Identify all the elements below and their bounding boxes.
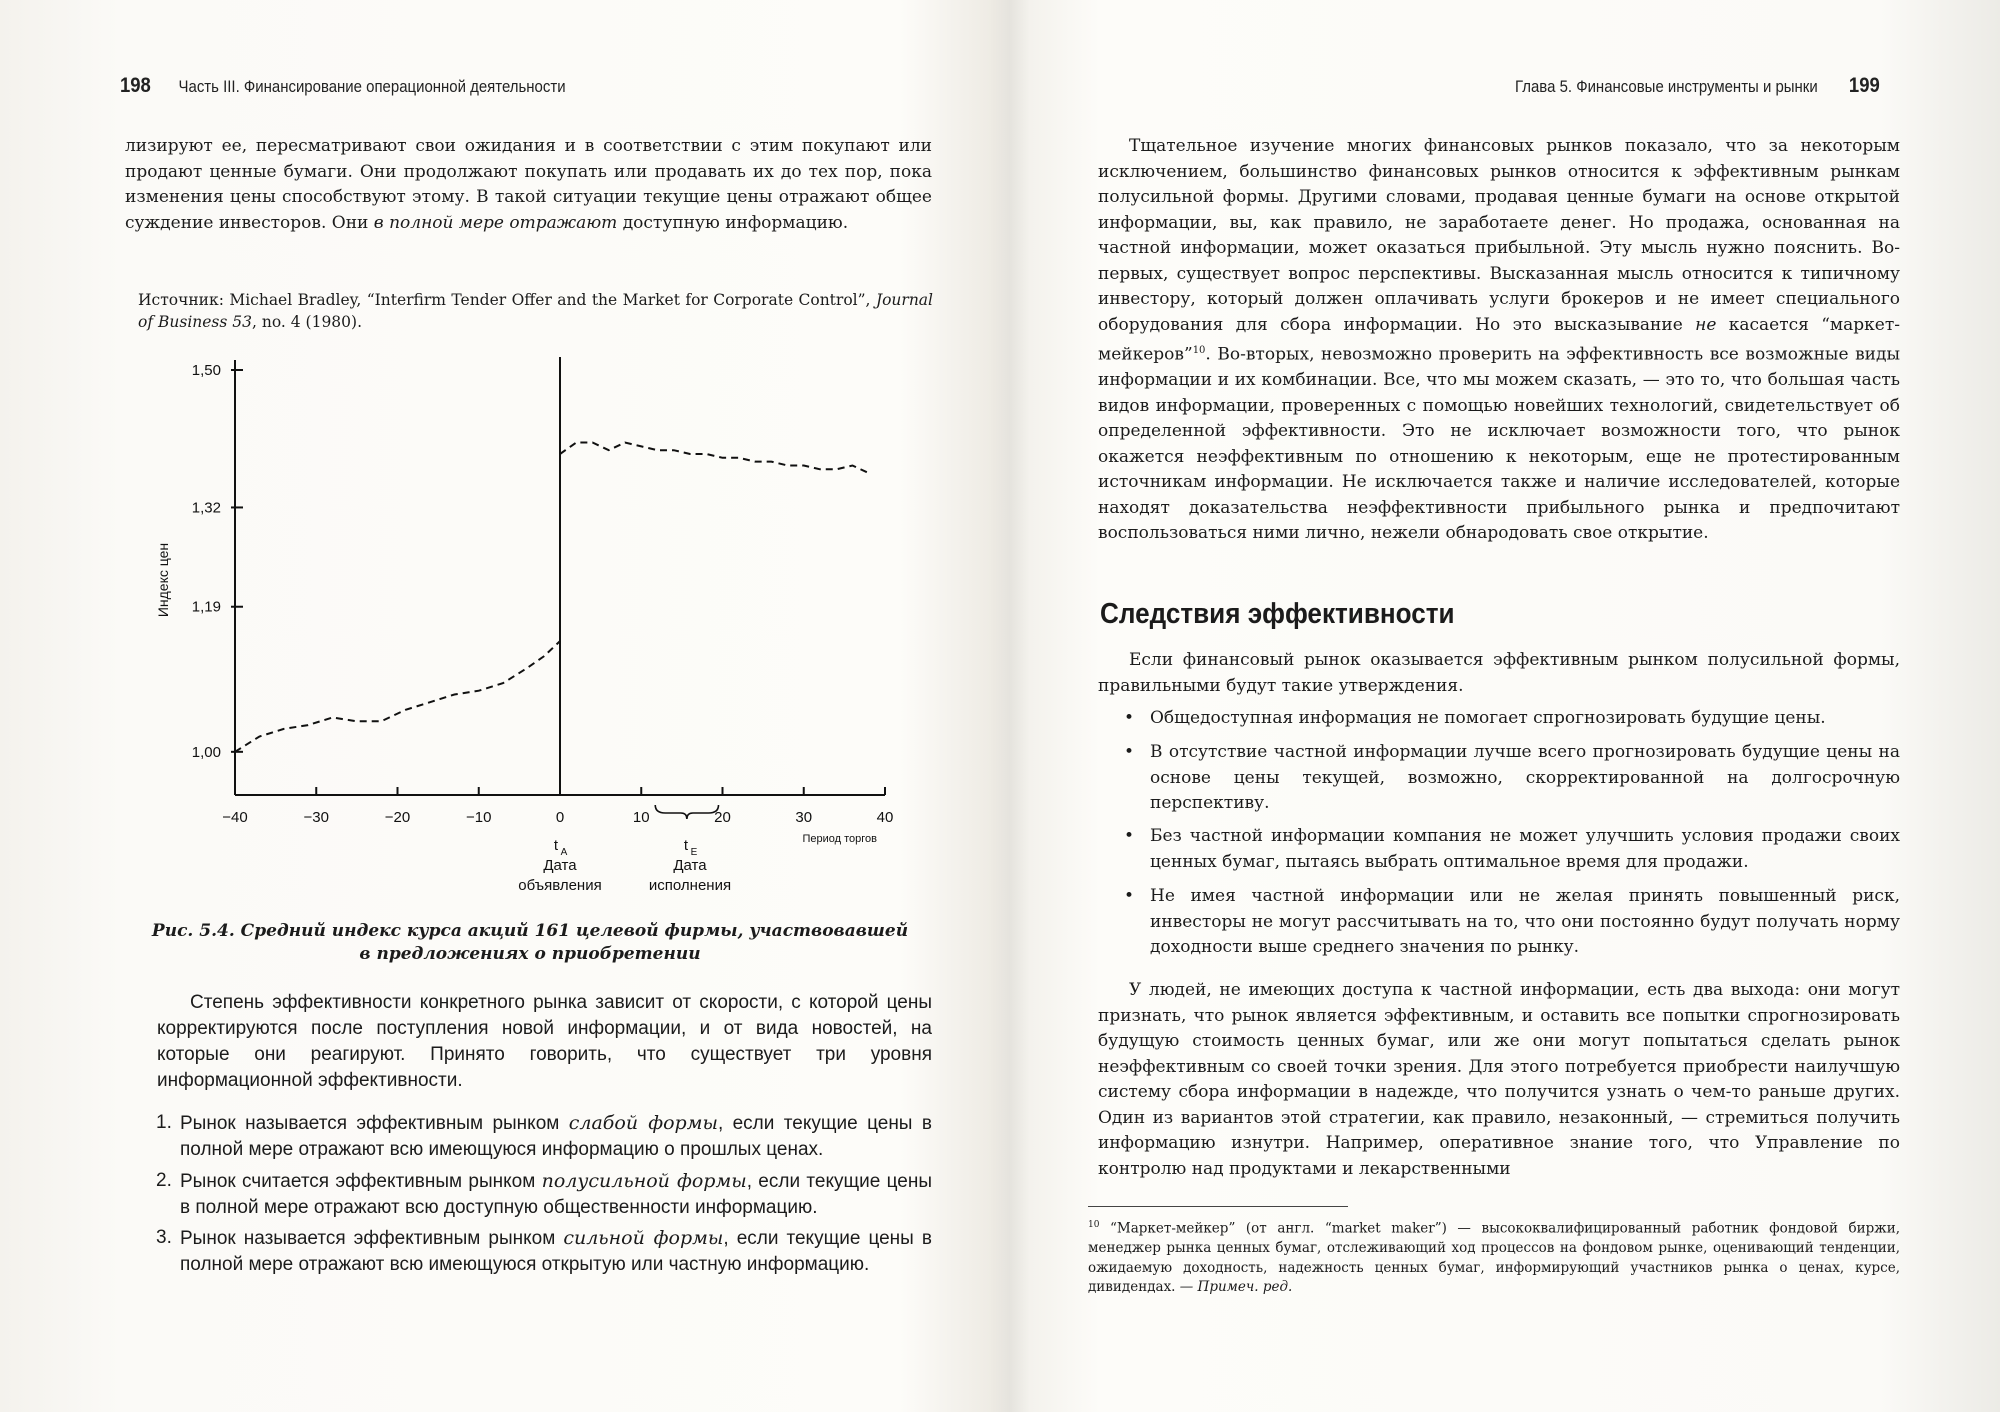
- price-index-chart: [150, 350, 910, 910]
- bullet-item: • В отсутствие частной информации лучше всего прогнозировать будущие цены на основе цены текущей, возможно, скорректированной на долгосрочную перспективу.: [1124, 742, 1900, 813]
- right-page-number: 199: [1848, 74, 1880, 97]
- efficiency-level-strong: 3. Рынок называется эффективным рынком сильной формы, если текущие цены в полной мере отражают всю имеющуюся открытую или частную информацию.: [156, 1227, 932, 1275]
- x-tick-label: 20: [714, 809, 731, 826]
- efficiency-levels-paragraph: Степень эффективности конкретного рынка зависит от скорости, с которой цены корректируются после поступления новой информации, и от вида новостей, на которые они реагируют. Принято говорить, что существует три уровня информационной эффективности.: [157, 992, 932, 1091]
- event-symbol: t: [553, 837, 559, 854]
- footnote-rule: [1088, 1206, 1348, 1207]
- right-page-header: [1515, 74, 1880, 98]
- left-running-title: Часть III. Финансирование операционной деятельности: [178, 77, 566, 96]
- x-axis-label: Период торгов: [802, 833, 877, 845]
- series-post-announcement: [560, 443, 869, 474]
- y-tick-label: 1,32: [191, 499, 221, 517]
- event-label-line1: Дата: [673, 857, 707, 874]
- intro-paragraph: лизируют ее, пересматривают свои ожидания и в соответствии с этим покупают или продают ценные бумаги. Они продолжают покупать или продавать их до тех пор, пока изменения цены способствуют этому. В такой ситуации текущие цены отражают общее суждение инвесторов. Они в полной мере отражают доступную информацию.: [125, 136, 932, 233]
- event-label-line2: объявления: [518, 877, 602, 894]
- y-tick-label: 1,00: [191, 743, 221, 761]
- footnote-ref: 10: [1192, 345, 1206, 356]
- bullet-item: • Общедоступная информация не помогает спрогнозировать будущие цены.: [1124, 708, 1826, 728]
- event-subscript: E: [690, 847, 698, 858]
- event-label-line1: Дата: [543, 857, 577, 874]
- x-tick-label: 0: [555, 809, 565, 826]
- bullet-item: • Не имея частной информации или не желая принять повышенный риск, инвесторы не могут рассчитывать на то, что они постоянно будут получать норму доходности выше среднего значения по рынку.: [1124, 886, 1900, 957]
- y-axis-label: Индекс цен: [155, 542, 171, 618]
- series-pre-announcement: [235, 641, 560, 752]
- x-tick-label: −30: [303, 809, 329, 826]
- private-info-paragraph: У людей, не имеющих доступа к частной информации, есть два выхода: они могут признать, что рынок является эффективным, и оставить все попытки спрогнозировать будущую стоимость ценных бумаг, или же они могут попытаться сделать рынок неэффективным со своей точки зрения. Для этого потребуется приобрести наилучшую систему сбора информации в надежде, что получится узнать о чем-то раньше других. Один из вариантов этой стратегии, как правило, незаконный, — стремиться получить информацию изнутри. Например, оперативное знание того, что Управление по контролю над продуктами и лекарственными: [1098, 980, 1900, 1179]
- event-subscript: A: [560, 847, 568, 858]
- source-note: Источник: Michael Bradley, “Interfirm Tender Offer and the Market for Corporate Control”, Journal of Business 53, no. 4 (1980).: [138, 291, 933, 331]
- x-tick-label: 10: [632, 809, 650, 826]
- execution-period-brace: [655, 805, 718, 819]
- section-intro: Если финансовый рынок оказывается эффективным рынком полусильной формы, правильными будут такие утверждения.: [1098, 650, 1900, 696]
- right-running-title: Глава 5. Финансовые инструменты и рынки: [1515, 77, 1818, 96]
- market-study-paragraph: Тщательное изучение многих финансовых рынков показало, что за некоторым исключением, большинство финансовых рынков относится к эффективным рынкам полусильной формы. Другими словами, продавая ценные бумаги на основе открытой информации, вы, как правило, не заработаете денег. Но продажа, основанная на частной информации, может оказаться прибыльной. Эту мысль нужно пояснить. Во-первых, существует вопрос перспективы. Высказанная мысль относится к типичному инвестору, который должен оплачивать услуги брокеров и не имеет специального оборудования для сбора информации. Но это высказывание не касается “маркет-мейкеров”$^{10}$. Во-вторых, невозможно проверить на эффективность все возможные виды информации и их комбинации. Все, что мы можем сказать, — это то, что большая часть видов информации, проверенных с помощью новейших технологий, свидетельствует об определенной эффективности. Это не исключает возможности того, что рынок окажется неэффективным по отношению к некоторым, еще не протестированным источникам информации. Не исключается также и наличие исследователей, которые находят доказательства неэффективности прибыльного рынка и предпочитают воспользоваться ними лично, нежели обнародовать свое открытие.: [1098, 136, 1901, 544]
- event-symbol: t: [683, 837, 689, 854]
- figure-caption: Рис. 5.4. Средний индекс курса акций 161 целевой фирмы, участвовавшей в предложениях о приобретении: [151, 921, 909, 964]
- y-tick-label: 1,19: [191, 598, 221, 616]
- efficiency-level-semistrong: 2. Рынок считается эффективным рынком полусильной формы, если текущие цены в полной мере отражают всю доступную общественности информацию.: [156, 1170, 932, 1218]
- bullet-item: • Без частной информации компания не может улучшить условия продажи своих ценных бумаг, пытаясь выбрать оптимальное время для продажи.: [1124, 826, 1900, 872]
- event-label-line2: исполнения: [648, 877, 732, 894]
- left-page-header: [120, 74, 566, 98]
- efficiency-level-weak: 1. Рынок называется эффективным рынком слабой формы, если текущие цены в полной мере отражают всю имеющуюся информацию о прошлых ценах.: [156, 1112, 932, 1160]
- footnote: $^{10}$ “Маркет-мейкер” (от англ. “market maker”) — высококвалифицированный работник фондовой биржи, менеджер рынка ценных бумаг, отслеживающий ход процессов на фондовом рынке, оценивающий тенденции, ожидаемую доходность, надежность ценных бумаг, информирующий участников рынка о ценах, курсе, дивидендах. — Примеч. ред.: [1088, 1220, 1900, 1295]
- x-tick-label: 30: [795, 809, 813, 826]
- x-tick-label: −10: [466, 809, 492, 826]
- right-page: [1000, 0, 2000, 1412]
- x-tick-label: 40: [876, 809, 894, 826]
- y-tick-label: 1,50: [191, 362, 221, 379]
- x-tick-label: −40: [222, 809, 248, 826]
- x-tick-label: −20: [384, 809, 411, 826]
- left-page-number: 198: [120, 74, 151, 97]
- section-heading: Следствия эффективности: [1100, 598, 1455, 630]
